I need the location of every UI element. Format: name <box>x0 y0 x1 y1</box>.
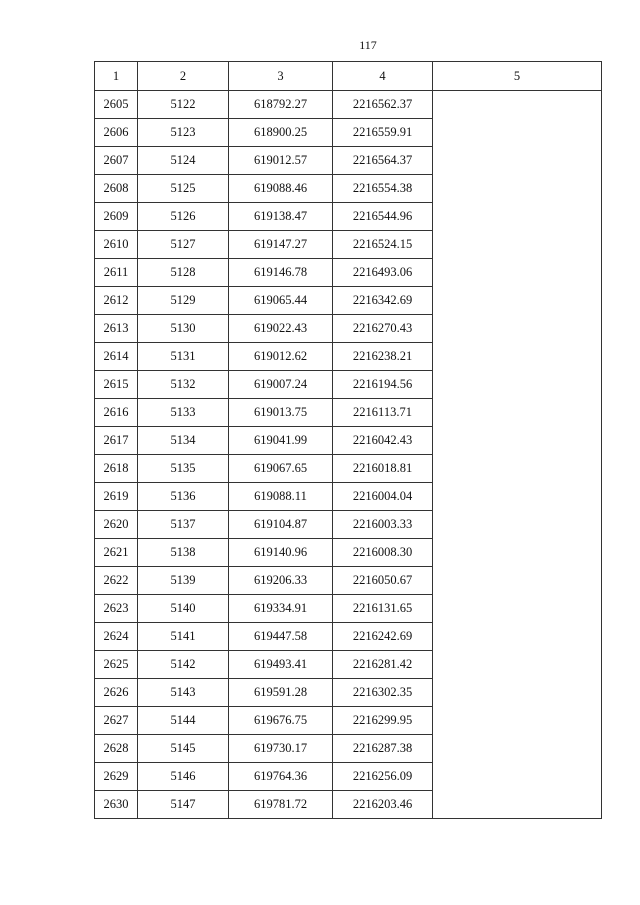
vertex-id-cell: 5139 <box>138 567 229 595</box>
vertex-id-cell: 5126 <box>138 203 229 231</box>
vertex-id-cell: 5136 <box>138 483 229 511</box>
notes-cell <box>433 511 602 539</box>
table-row <box>95 623 602 651</box>
notes-cell <box>433 567 602 595</box>
point-number-cell: 2628 <box>95 735 138 763</box>
notes-cell <box>433 399 602 427</box>
point-number-cell: 2621 <box>95 539 138 567</box>
vertex-id-cell: 5138 <box>138 539 229 567</box>
point-number-cell: 2612 <box>95 287 138 315</box>
y-coordinate-cell: 2216242.69 <box>333 623 433 651</box>
point-number-cell: 2613 <box>95 315 138 343</box>
table-row <box>95 539 602 567</box>
point-number-cell: 2624 <box>95 623 138 651</box>
x-coordinate-cell: 619206.33 <box>229 567 333 595</box>
y-coordinate-cell: 2216524.15 <box>333 231 433 259</box>
table-row <box>95 511 602 539</box>
x-coordinate-cell: 619065.44 <box>229 287 333 315</box>
notes-cell <box>433 651 602 679</box>
y-coordinate-cell: 2216287.38 <box>333 735 433 763</box>
y-coordinate-cell: 2216018.81 <box>333 455 433 483</box>
y-coordinate-cell: 2216270.43 <box>333 315 433 343</box>
point-number-cell: 2605 <box>95 91 138 119</box>
table-row <box>95 259 602 287</box>
header-cell-4: 4 <box>333 62 433 91</box>
table-row <box>95 763 602 791</box>
y-coordinate-cell: 2216042.43 <box>333 427 433 455</box>
notes-cell <box>433 147 602 175</box>
y-coordinate-cell: 2216194.56 <box>333 371 433 399</box>
notes-cell <box>433 427 602 455</box>
point-number-cell: 2617 <box>95 427 138 455</box>
header-cell-5: 5 <box>433 62 602 91</box>
x-coordinate-cell: 619138.47 <box>229 203 333 231</box>
x-coordinate-cell: 619764.36 <box>229 763 333 791</box>
vertex-id-cell: 5141 <box>138 623 229 651</box>
notes-cell <box>433 91 602 119</box>
point-number-cell: 2622 <box>95 567 138 595</box>
x-coordinate-cell: 619781.72 <box>229 791 333 819</box>
table-row <box>95 679 602 707</box>
x-coordinate-cell: 618900.25 <box>229 119 333 147</box>
table-row <box>95 735 602 763</box>
x-coordinate-cell: 619334.91 <box>229 595 333 623</box>
y-coordinate-cell: 2216493.06 <box>333 259 433 287</box>
x-coordinate-cell: 619007.24 <box>229 371 333 399</box>
table-body <box>95 91 602 819</box>
x-coordinate-cell: 619104.87 <box>229 511 333 539</box>
table-row <box>95 175 602 203</box>
notes-cell <box>433 175 602 203</box>
point-number-cell: 2609 <box>95 203 138 231</box>
table-row <box>95 595 602 623</box>
y-coordinate-cell: 2216559.91 <box>333 119 433 147</box>
vertex-id-cell: 5140 <box>138 595 229 623</box>
y-coordinate-cell: 2216203.46 <box>333 791 433 819</box>
vertex-id-cell: 5129 <box>138 287 229 315</box>
vertex-id-cell: 5131 <box>138 343 229 371</box>
vertex-id-cell: 5143 <box>138 679 229 707</box>
point-number-cell: 2607 <box>95 147 138 175</box>
point-number-cell: 2626 <box>95 679 138 707</box>
vertex-id-cell: 5137 <box>138 511 229 539</box>
x-coordinate-cell: 619067.65 <box>229 455 333 483</box>
vertex-id-cell: 5127 <box>138 231 229 259</box>
header-row <box>95 62 602 91</box>
x-coordinate-cell: 619012.62 <box>229 343 333 371</box>
point-number-cell: 2629 <box>95 763 138 791</box>
notes-cell <box>433 791 602 819</box>
y-coordinate-cell: 2216554.38 <box>333 175 433 203</box>
table-row <box>95 287 602 315</box>
x-coordinate-cell: 619088.11 <box>229 483 333 511</box>
notes-cell <box>433 119 602 147</box>
table-row <box>95 483 602 511</box>
point-number-cell: 2606 <box>95 119 138 147</box>
x-coordinate-cell: 619088.46 <box>229 175 333 203</box>
point-number-cell: 2616 <box>95 399 138 427</box>
table-row <box>95 651 602 679</box>
x-coordinate-cell: 619493.41 <box>229 651 333 679</box>
y-coordinate-cell: 2216342.69 <box>333 287 433 315</box>
notes-cell <box>433 679 602 707</box>
vertex-id-cell: 5147 <box>138 791 229 819</box>
y-coordinate-cell: 2216238.21 <box>333 343 433 371</box>
notes-cell <box>433 203 602 231</box>
table-row <box>95 567 602 595</box>
point-number-cell: 2630 <box>95 791 138 819</box>
notes-cell <box>433 455 602 483</box>
table-row <box>95 371 602 399</box>
point-number-cell: 2620 <box>95 511 138 539</box>
table-row <box>95 455 602 483</box>
table-row <box>95 119 602 147</box>
vertex-id-cell: 5122 <box>138 91 229 119</box>
table-row <box>95 707 602 735</box>
page-number: 117 <box>359 38 377 52</box>
notes-cell <box>433 763 602 791</box>
point-number-cell: 2623 <box>95 595 138 623</box>
point-number-cell: 2614 <box>95 343 138 371</box>
y-coordinate-cell: 2216003.33 <box>333 511 433 539</box>
y-coordinate-cell: 2216299.95 <box>333 707 433 735</box>
point-number-cell: 2625 <box>95 651 138 679</box>
notes-cell <box>433 315 602 343</box>
table-row <box>95 399 602 427</box>
table-row <box>95 427 602 455</box>
coordinates-table <box>94 61 602 819</box>
notes-cell <box>433 371 602 399</box>
x-coordinate-cell: 619676.75 <box>229 707 333 735</box>
y-coordinate-cell: 2216544.96 <box>333 203 433 231</box>
table-header <box>95 62 602 91</box>
header-cell-3: 3 <box>229 62 333 91</box>
notes-cell <box>433 287 602 315</box>
y-coordinate-cell: 2216562.37 <box>333 91 433 119</box>
y-coordinate-cell: 2216004.04 <box>333 483 433 511</box>
x-coordinate-cell: 619041.99 <box>229 427 333 455</box>
vertex-id-cell: 5133 <box>138 399 229 427</box>
y-coordinate-cell: 2216281.42 <box>333 651 433 679</box>
notes-cell <box>433 707 602 735</box>
table-row <box>95 147 602 175</box>
notes-cell <box>433 623 602 651</box>
y-coordinate-cell: 2216050.67 <box>333 567 433 595</box>
notes-cell <box>433 259 602 287</box>
vertex-id-cell: 5135 <box>138 455 229 483</box>
point-number-cell: 2619 <box>95 483 138 511</box>
x-coordinate-cell: 619447.58 <box>229 623 333 651</box>
table-row <box>95 91 602 119</box>
x-coordinate-cell: 619146.78 <box>229 259 333 287</box>
x-coordinate-cell: 619591.28 <box>229 679 333 707</box>
notes-cell <box>433 343 602 371</box>
y-coordinate-cell: 2216564.37 <box>333 147 433 175</box>
vertex-id-cell: 5132 <box>138 371 229 399</box>
table-row <box>95 343 602 371</box>
point-number-cell: 2618 <box>95 455 138 483</box>
point-number-cell: 2610 <box>95 231 138 259</box>
notes-cell <box>433 483 602 511</box>
x-coordinate-cell: 618792.27 <box>229 91 333 119</box>
header-cell-1: 1 <box>95 62 138 91</box>
point-number-cell: 2611 <box>95 259 138 287</box>
table-row <box>95 791 602 819</box>
x-coordinate-cell: 619147.27 <box>229 231 333 259</box>
y-coordinate-cell: 2216302.35 <box>333 679 433 707</box>
vertex-id-cell: 5145 <box>138 735 229 763</box>
vertex-id-cell: 5123 <box>138 119 229 147</box>
table-row <box>95 315 602 343</box>
header-cell-2: 2 <box>138 62 229 91</box>
x-coordinate-cell: 619730.17 <box>229 735 333 763</box>
vertex-id-cell: 5144 <box>138 707 229 735</box>
y-coordinate-cell: 2216256.09 <box>333 763 433 791</box>
table-row <box>95 231 602 259</box>
table-row <box>95 203 602 231</box>
y-coordinate-cell: 2216131.65 <box>333 595 433 623</box>
point-number-cell: 2627 <box>95 707 138 735</box>
vertex-id-cell: 5130 <box>138 315 229 343</box>
vertex-id-cell: 5128 <box>138 259 229 287</box>
vertex-id-cell: 5124 <box>138 147 229 175</box>
x-coordinate-cell: 619013.75 <box>229 399 333 427</box>
notes-cell <box>433 231 602 259</box>
x-coordinate-cell: 619022.43 <box>229 315 333 343</box>
notes-cell <box>433 539 602 567</box>
notes-cell <box>433 595 602 623</box>
x-coordinate-cell: 619140.96 <box>229 539 333 567</box>
notes-cell <box>433 735 602 763</box>
x-coordinate-cell: 619012.57 <box>229 147 333 175</box>
point-number-cell: 2615 <box>95 371 138 399</box>
vertex-id-cell: 5146 <box>138 763 229 791</box>
vertex-id-cell: 5134 <box>138 427 229 455</box>
point-number-cell: 2608 <box>95 175 138 203</box>
y-coordinate-cell: 2216113.71 <box>333 399 433 427</box>
vertex-id-cell: 5125 <box>138 175 229 203</box>
y-coordinate-cell: 2216008.30 <box>333 539 433 567</box>
vertex-id-cell: 5142 <box>138 651 229 679</box>
